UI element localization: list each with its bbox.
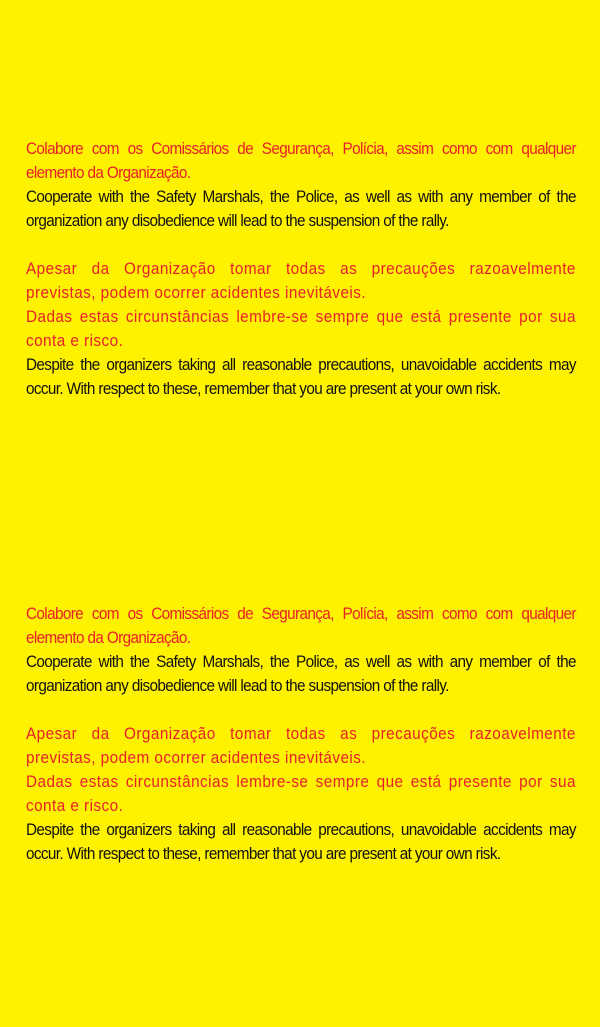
notice-en-cooperate: Cooperate with the Safety Marshals, the Police, as well as with any member of the organization any disobedience will lead to the suspension of the rally. xyxy=(26,187,576,230)
notice-pt-precautions: Apesar da Organização tomar todas as precauções razoavelmente previstas, podem ocorrer acidentes inevitáveis. xyxy=(26,724,576,767)
notice-pt-risk: Dadas estas circunstâncias lembre-se sempre que está presente por sua conta e risco. xyxy=(26,772,576,815)
paragraph-gap xyxy=(26,698,576,722)
notice-pt-cooperate: Colabore com os Comissários de Segurança, Polícia, assim como com qualquer elemento da Organização. xyxy=(26,139,576,182)
notice-en-risk: Despite the organizers taking all reasonable precautions, unavoidable accidents may occur. With respect to these, remember that you are present at your own risk. xyxy=(26,820,576,863)
paragraph-gap xyxy=(26,233,576,257)
notice-pt-cooperate: Colabore com os Comissários de Segurança, Polícia, assim como com qualquer elemento da Organização. xyxy=(26,604,576,647)
notice-pt-precautions: Apesar da Organização tomar todas as precauções razoavelmente previstas, podem ocorrer acidentes inevitáveis. xyxy=(26,259,576,302)
safety-notice-block-1 xyxy=(26,137,576,401)
notice-pt-risk: Dadas estas circunstâncias lembre-se sempre que está presente por sua conta e risco. xyxy=(26,307,576,350)
notice-en-cooperate: Cooperate with the Safety Marshals, the Police, as well as with any member of the organization any disobedience will lead to the suspension of the rally. xyxy=(26,652,576,695)
notice-en-risk: Despite the organizers taking all reasonable precautions, unavoidable accidents may occur. With respect to these, remember that you are present at your own risk. xyxy=(26,355,576,398)
safety-notice-block-2 xyxy=(26,602,576,866)
